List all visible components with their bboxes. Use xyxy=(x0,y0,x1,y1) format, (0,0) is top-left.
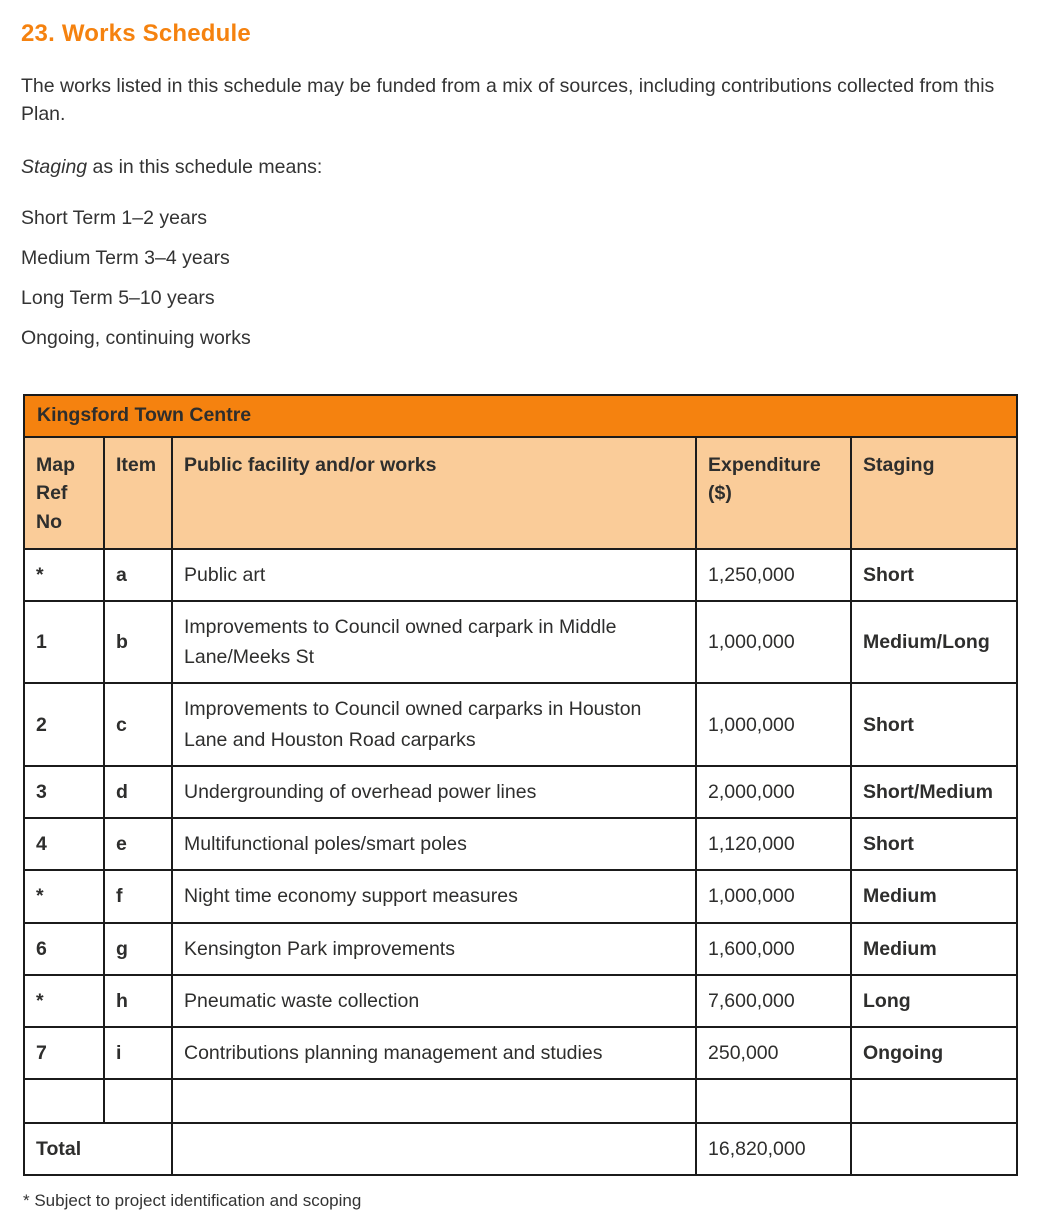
cell-map-ref: * xyxy=(24,549,104,601)
term-long: Long Term 5–10 years xyxy=(21,287,215,309)
table-row xyxy=(24,549,1017,601)
cell-map-ref: 7 xyxy=(24,1027,104,1079)
table-row xyxy=(24,975,1017,1027)
cell-staging: Short xyxy=(851,549,1017,601)
cell-facility: Improvements to Council owned carpark in Middle Lane/Meeks St xyxy=(172,601,696,683)
table-total-row xyxy=(24,1123,1017,1175)
column-header-expenditure: Expenditure ($) xyxy=(696,437,851,549)
cell-item: i xyxy=(104,1027,172,1079)
cell-map-ref: 3 xyxy=(24,766,104,818)
works-schedule-table xyxy=(23,394,1018,1176)
staging-word-italic: Staging xyxy=(21,156,88,178)
cell-facility: Public art xyxy=(172,549,696,601)
page-title: 23. Works Schedule xyxy=(21,20,251,47)
cell-facility: Night time economy support measures xyxy=(172,870,696,922)
cell-item: h xyxy=(104,975,172,1027)
cell-expenditure: 1,000,000 xyxy=(696,870,851,922)
cell-staging: Medium/Long xyxy=(851,601,1017,683)
table-row xyxy=(24,1027,1017,1079)
total-staging-empty xyxy=(851,1123,1017,1175)
cell-staging: Medium xyxy=(851,870,1017,922)
cell-map-ref: * xyxy=(24,870,104,922)
cell-item: e xyxy=(104,818,172,870)
cell-expenditure: 7,600,000 xyxy=(696,975,851,1027)
table-row xyxy=(24,923,1017,975)
cell-facility: Multifunctional poles/smart poles xyxy=(172,818,696,870)
cell-map-ref: * xyxy=(24,975,104,1027)
cell-item: d xyxy=(104,766,172,818)
cell-facility xyxy=(172,1079,696,1123)
cell-item: b xyxy=(104,601,172,683)
staging-definition-rest: as in this schedule means: xyxy=(87,156,323,178)
cell-expenditure: 1,600,000 xyxy=(696,923,851,975)
table-row xyxy=(24,818,1017,870)
table-footnote: * Subject to project identification and scoping xyxy=(23,1191,362,1211)
table-row xyxy=(24,766,1017,818)
cell-expenditure: 250,000 xyxy=(696,1027,851,1079)
cell-staging: Long xyxy=(851,975,1017,1027)
table-title: Kingsford Town Centre xyxy=(24,395,1017,437)
cell-staging: Short xyxy=(851,683,1017,765)
cell-staging xyxy=(851,1079,1017,1123)
column-header-map-ref: Map Ref No xyxy=(24,437,104,549)
cell-facility: Contributions planning management and studies xyxy=(172,1027,696,1079)
table-row-empty xyxy=(24,1079,1017,1123)
table-row xyxy=(24,683,1017,765)
term-medium: Medium Term 3–4 years xyxy=(21,247,230,269)
cell-item: a xyxy=(104,549,172,601)
cell-staging: Medium xyxy=(851,923,1017,975)
total-expenditure: 16,820,000 xyxy=(696,1123,851,1175)
total-facility-empty xyxy=(172,1123,696,1175)
cell-expenditure: 1,120,000 xyxy=(696,818,851,870)
cell-facility: Kensington Park improvements xyxy=(172,923,696,975)
cell-map-ref: 2 xyxy=(24,683,104,765)
cell-item xyxy=(104,1079,172,1123)
cell-item: c xyxy=(104,683,172,765)
cell-item: f xyxy=(104,870,172,922)
term-ongoing: Ongoing, continuing works xyxy=(21,327,251,349)
cell-facility: Pneumatic waste collection xyxy=(172,975,696,1027)
cell-staging: Short xyxy=(851,818,1017,870)
staging-definition-line xyxy=(21,153,1011,181)
cell-map-ref: 1 xyxy=(24,601,104,683)
table-header-row xyxy=(24,437,1017,549)
cell-expenditure: 1,000,000 xyxy=(696,683,851,765)
cell-item: g xyxy=(104,923,172,975)
cell-map-ref xyxy=(24,1079,104,1123)
term-short: Short Term 1–2 years xyxy=(21,207,208,229)
cell-facility: Improvements to Council owned carparks in Houston Lane and Houston Road carparks xyxy=(172,683,696,765)
cell-expenditure: 1,250,000 xyxy=(696,549,851,601)
cell-staging: Ongoing xyxy=(851,1027,1017,1079)
column-header-staging: Staging xyxy=(851,437,1017,549)
column-header-item: Item xyxy=(104,437,172,549)
table-row xyxy=(24,601,1017,683)
cell-staging: Short/Medium xyxy=(851,766,1017,818)
cell-map-ref: 4 xyxy=(24,818,104,870)
intro-paragraph: The works listed in this schedule may be funded from a mix of sources, including contributions collected from this Plan. xyxy=(21,75,995,125)
cell-facility: Undergrounding of overhead power lines xyxy=(172,766,696,818)
table-title-row xyxy=(24,395,1017,437)
cell-expenditure: 2,000,000 xyxy=(696,766,851,818)
cell-expenditure xyxy=(696,1079,851,1123)
cell-map-ref: 6 xyxy=(24,923,104,975)
table-row xyxy=(24,870,1017,922)
cell-expenditure: 1,000,000 xyxy=(696,601,851,683)
total-label: Total xyxy=(24,1123,172,1175)
column-header-facility: Public facility and/or works xyxy=(172,437,696,549)
